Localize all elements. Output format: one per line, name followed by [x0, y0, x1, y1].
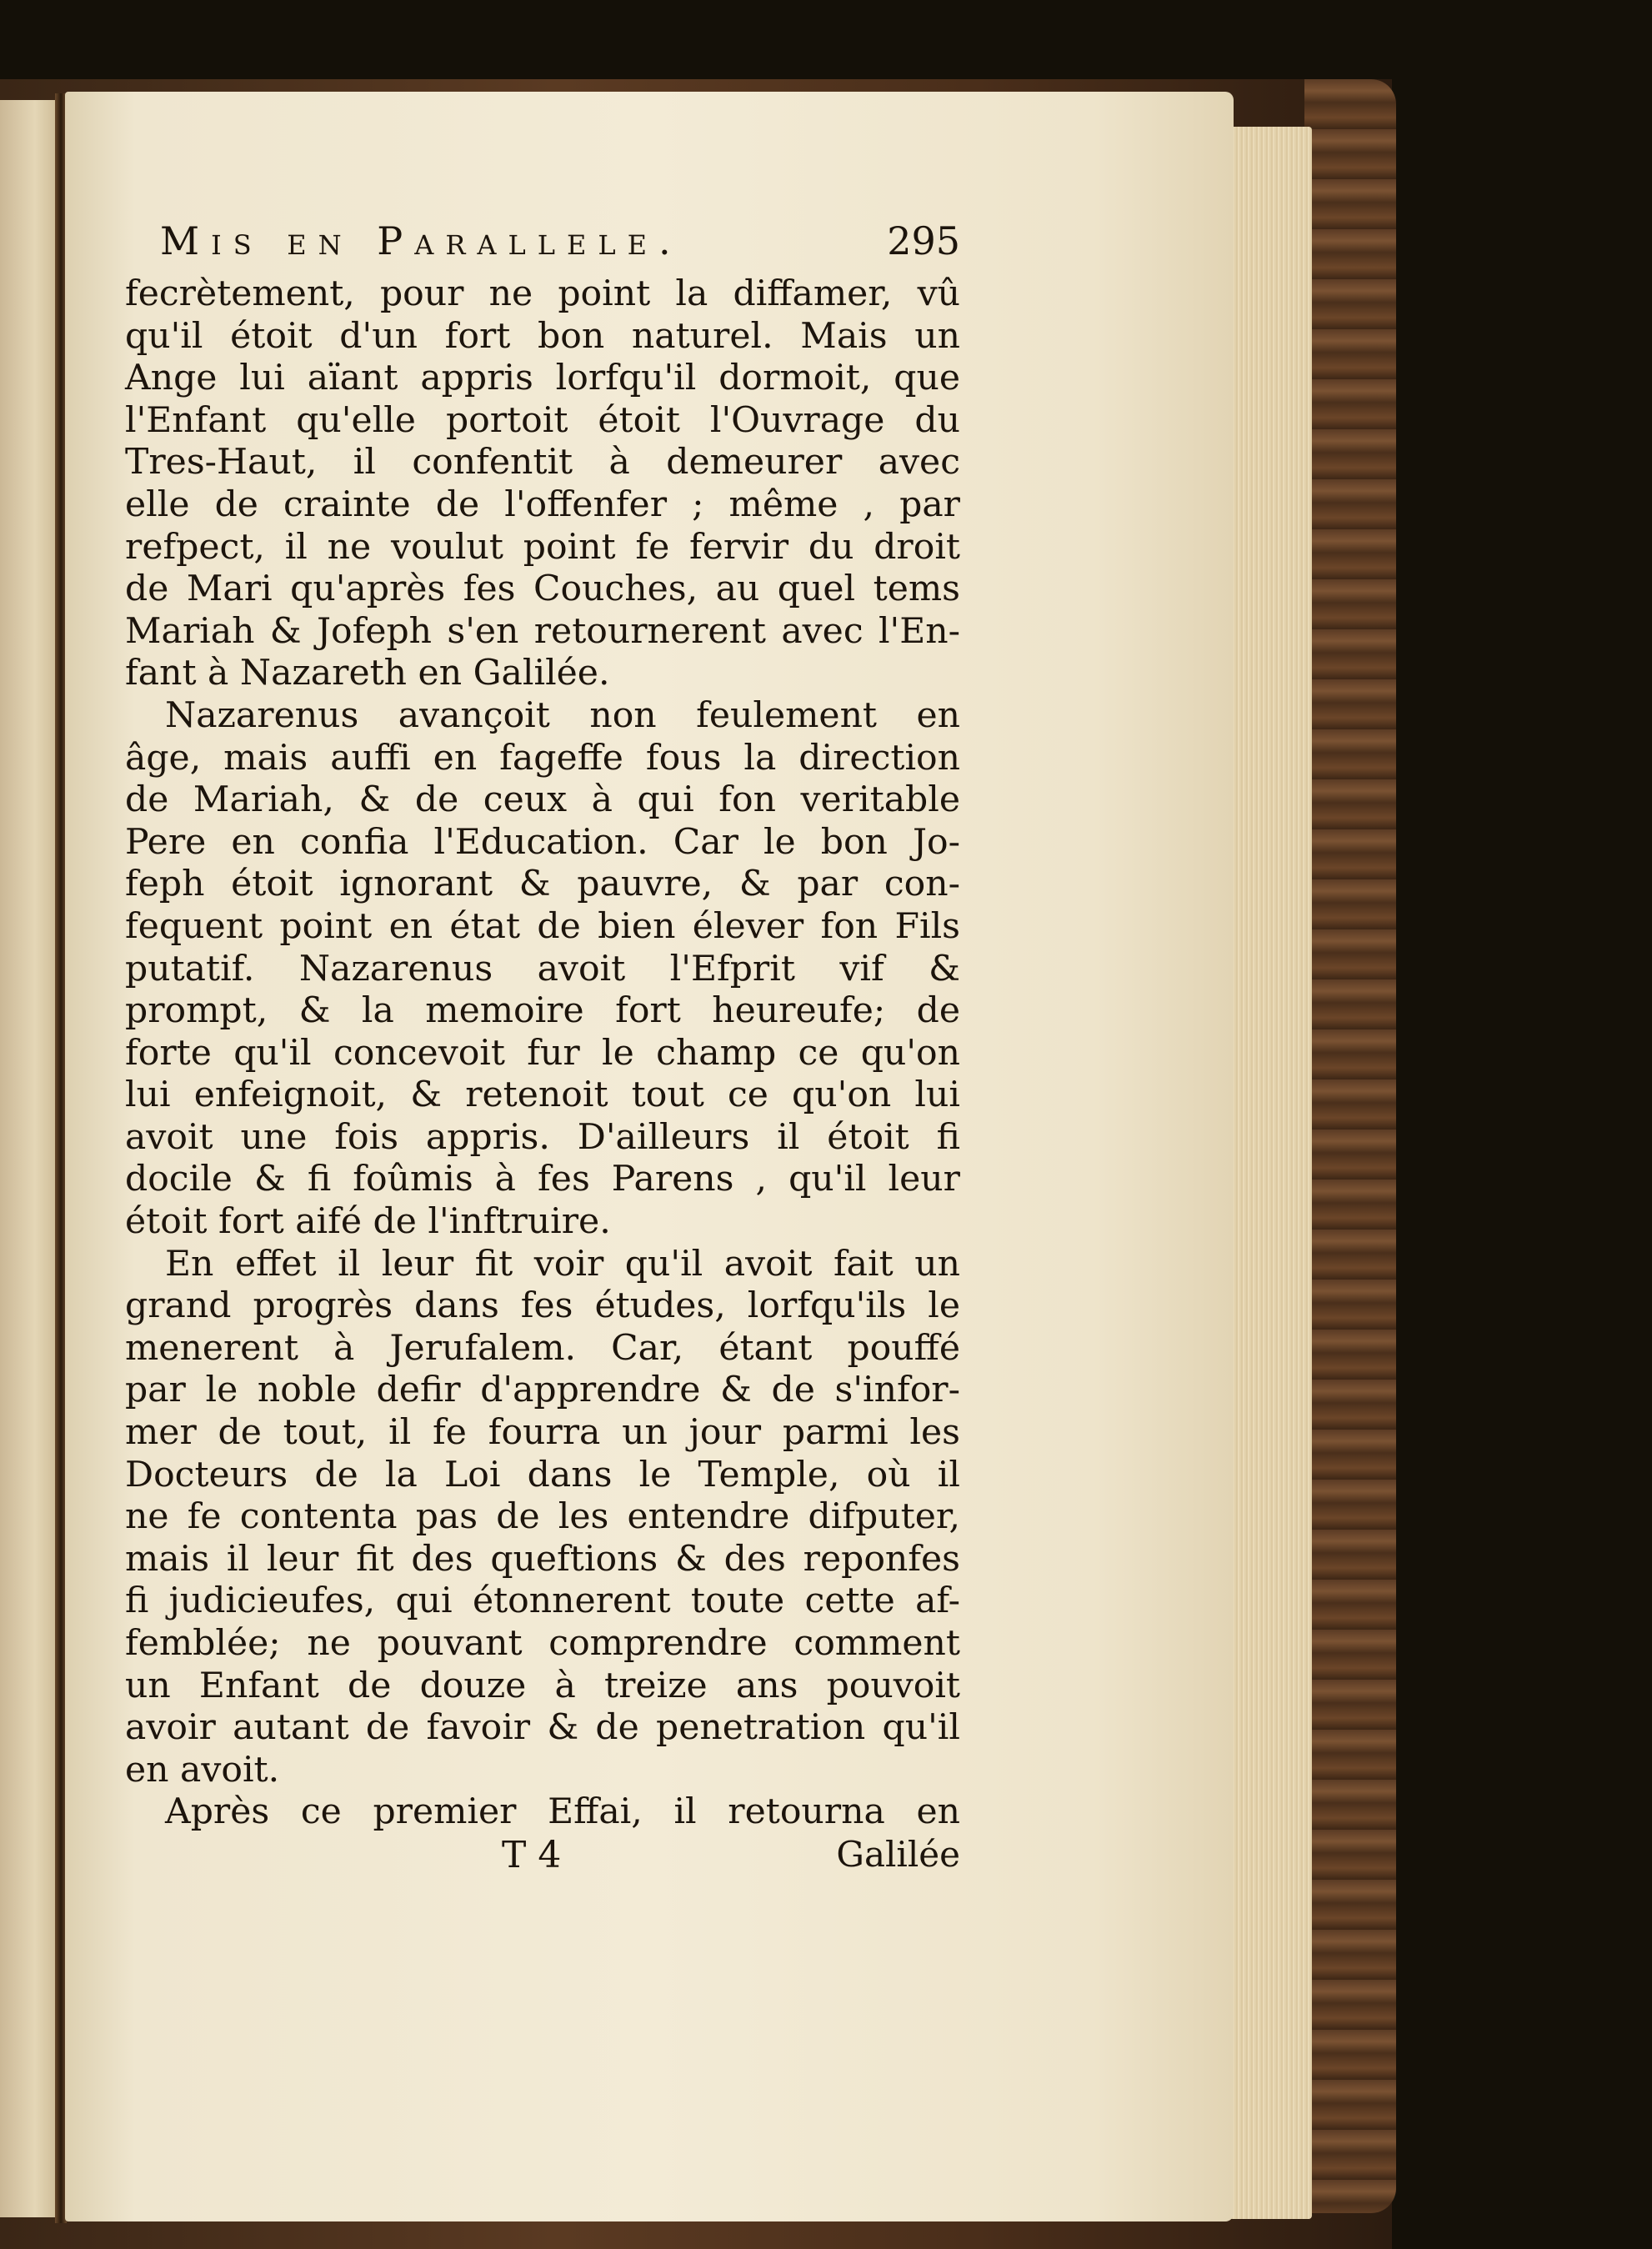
- text-line: fi judicieufes, qui étonnerent toute cette af-: [125, 1580, 960, 1622]
- text-line: ne fe contenta pas de les entendre difputer,: [125, 1496, 960, 1538]
- paragraph-start-line: Nazarenus avançoit non feulement en: [165, 694, 960, 736]
- text-line: forte qu'il concevoit fur le champ ce qu'on: [125, 1032, 960, 1074]
- text-line: Docteurs de la Loi dans le Temple, où il: [125, 1454, 960, 1495]
- text-line: elle de crainte de l'offenfer ; même , par: [125, 483, 960, 525]
- text-line: avoit une fois appris. D'ailleurs il étoit fi: [125, 1116, 960, 1158]
- previous-page-edge: [0, 100, 58, 2217]
- text-line: grand progrès dans fes études, lorfqu'ils le: [125, 1285, 960, 1327]
- running-title: Mis en Parallele.: [160, 218, 683, 263]
- text-line: de Mari qu'après fes Couches, au quel tems: [125, 569, 960, 610]
- text-line: de Mariah, & de ceux à qui fon veritable: [125, 779, 960, 821]
- paragraph-start-line: Après ce premier Effai, il retourna en: [165, 1791, 960, 1833]
- text-line: femblée; ne pouvant comprendre comment: [125, 1623, 960, 1664]
- running-header: [125, 218, 960, 273]
- book-spine-edge: [1304, 79, 1396, 2213]
- text-line: docile & fi foûmis à fes Parens , qu'il leur: [125, 1159, 960, 1200]
- text-line: mer de tout, il fe fourra un jour parmi les: [125, 1412, 960, 1454]
- paragraph-start-line: En effet il leur fit voir qu'il avoit fait un: [165, 1243, 960, 1285]
- text-line: putatif. Nazarenus avoit l'Efprit vif &: [125, 948, 960, 989]
- text-line: Tres-Haut, il confentit à demeurer avec: [125, 442, 960, 483]
- catchword: Galilée: [836, 1833, 960, 1875]
- text-line: fequent point en état de bien élever fon Fils: [125, 905, 960, 947]
- text-line: refpect, il ne voulut point fe fervir du droit: [125, 526, 960, 568]
- text-line: âge, mais auffi en fageffe fous la direction: [125, 737, 960, 779]
- text-line: fant à Nazareth en Galilée.: [125, 653, 610, 694]
- page-footer: [125, 1834, 960, 1881]
- text-line: fecrètement, pour ne point la diffamer, vû: [125, 273, 960, 314]
- text-line: en avoit.: [125, 1749, 280, 1791]
- text-line: étoit fort aifé de l'inftruire.: [125, 1201, 611, 1243]
- text-line: un Enfant de douze à treize ans pouvoit: [125, 1665, 960, 1706]
- text-line: prompt, & la memoire fort heureufe; de: [125, 990, 960, 1032]
- text-line: par le noble defir d'apprendre & de s'infor-: [125, 1370, 960, 1411]
- text-line: Ange lui aïant appris lorfqu'il dormoit, que: [125, 358, 960, 399]
- text-line: Pere en confia l'Education. Car le bon Jo-: [125, 821, 960, 863]
- page-text: [125, 218, 960, 1881]
- page-number: 295: [887, 218, 960, 263]
- text-line: l'Enfant qu'elle portoit étoit l'Ouvrage du: [125, 399, 960, 441]
- text-line: menerent à Jerufalem. Car, étant pouffé: [125, 1327, 960, 1369]
- text-line: qu'il étoit d'un fort bon naturel. Mais un: [125, 315, 960, 357]
- text-line: mais il leur fit des queftions & des reponfes: [125, 1538, 960, 1580]
- signature-mark: T 4: [502, 1833, 562, 1876]
- text-line: feph étoit ignorant & pauvre, & par con-: [125, 864, 960, 905]
- text-line: lui enfeignoit, & retenoit tout ce qu'on lui: [125, 1074, 960, 1116]
- text-line: Mariah & Jofeph s'en retournerent avec l'En-: [125, 610, 960, 652]
- text-line: avoir autant de favoir & de penetration qu'il: [125, 1707, 960, 1749]
